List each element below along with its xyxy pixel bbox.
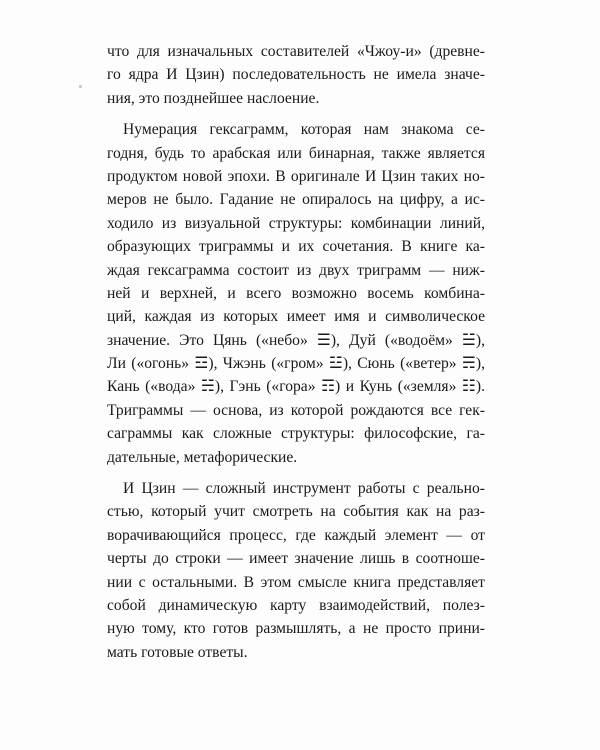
- text-line: нии с остальными. В этом смысле книга представляет: [107, 573, 485, 591]
- text-line: ворачивающийся процесс, где каждый элемент — от: [107, 526, 485, 544]
- text-line: ходило из визуальной структуры: комбинации линий,: [107, 214, 485, 232]
- text-line: ния, это позднейшее наслоение.: [107, 89, 320, 107]
- text-line: го ядра И Цзин) последовательность не имела значе-: [107, 66, 485, 84]
- text-line: И Цзин — сложный инструмент работы с реально-: [123, 480, 485, 498]
- text-line: стью, который учит смотреть на события как на раз-: [107, 503, 485, 521]
- text-line: ней и верхней, и всего возможно восемь комбина-: [107, 284, 485, 302]
- text-line: значение. Это Цянь («небо» ☰), Дуй («водоём» ☱),: [107, 331, 485, 349]
- paragraph-gap: [107, 110, 485, 118]
- text-line: собой динамическую карту взаимодействий, полез-: [107, 596, 485, 614]
- paragraph-2: [107, 118, 485, 469]
- text-line: что для изначальных составителей «Чжоу-и» (древне-: [107, 43, 485, 60]
- text-line: меров не было. Гадание не опиралось на цифру, а ис-: [107, 191, 485, 209]
- text-line: мать готовые ответы.: [107, 643, 248, 661]
- text-line: саграммы как сложные структуры: философские, га-: [107, 425, 485, 443]
- paragraph-gap: [107, 469, 485, 477]
- text-line: Ли («огонь» ☲), Чжэнь («гром» ☳), Сюнь («ветер» ☴),: [107, 355, 485, 373]
- text-line: Нумерация гексаграмм, которая нам знакома се-: [123, 121, 485, 139]
- text-line: годня, будь то арабская или бинарная, также является: [107, 144, 485, 162]
- paragraph-1: [107, 40, 485, 110]
- body-text: [107, 40, 485, 664]
- scan-speck: [79, 85, 82, 88]
- text-line: ций, каждая из которых имеет имя и символическое: [107, 308, 485, 326]
- text-line: Триграммы — основа, из которой рождаются все гек-: [107, 401, 485, 419]
- text-line: образующих триграммы и их сочетания. В книге ка-: [107, 238, 485, 256]
- text-line: продуктом новой эпохи. В оригинале И Цзин таких но-: [107, 167, 485, 185]
- text-line: Кань («вода» ☵), Гэнь («гора» ☶) и Кунь («земля» ☷).: [107, 378, 485, 396]
- paragraph-3: [107, 477, 485, 664]
- text-line: ную тому, кто готов размышлять, а не просто прини-: [107, 620, 485, 638]
- text-line: черты до строки — имеет значение лишь в соотноше-: [107, 550, 485, 568]
- text-line: дательные, метафорические.: [107, 448, 298, 466]
- text-line: ждая гексаграмма состоит из двух триграмм — ниж-: [107, 261, 485, 279]
